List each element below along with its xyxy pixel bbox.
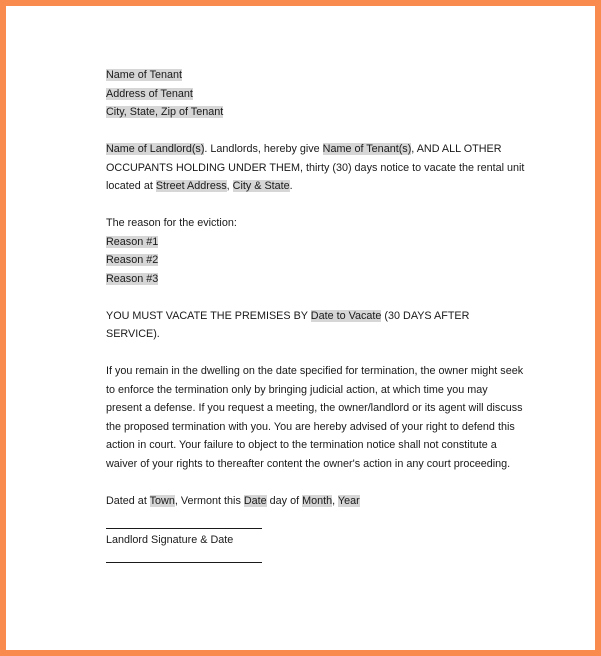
- reasons-block: [106, 214, 526, 288]
- date-line: [106, 562, 262, 563]
- notice-paragraph: [106, 140, 526, 196]
- vacate-text-2: (30 DAYS AFTER SERVICE).: [106, 309, 470, 340]
- tenant-city-field: City, State, Zip of Tenant: [106, 106, 224, 118]
- dated-line: [106, 492, 526, 511]
- reason-1-field: Reason #1: [106, 235, 159, 248]
- month-field: Month: [302, 494, 333, 507]
- tenant-name-field: Name of Tenant: [106, 69, 183, 81]
- notice-text-4: .: [289, 180, 293, 192]
- tenant-address-field: Address of Tenant: [106, 87, 193, 100]
- vacate-date-field: Date to Vacate: [310, 309, 382, 322]
- reason-2-field: Reason #2: [106, 254, 159, 266]
- notice-text-2: , AND ALL OTHER OCCUPANTS HOLDING UNDER THEM, thirty (30) days notice to vacate the rental unit located at: [106, 143, 525, 192]
- date-field: Date: [243, 494, 267, 507]
- dated-text-1: Dated at: [106, 494, 150, 507]
- legal-paragraph: If you remain in the dwelling on the date specified for termination, the owner might seek to enforce the termination only by bringing judicial action, at which time you may present a defense. If you request a meeting, the owner/landlord or its agent will discuss the proposed termination with you. You are hereby advised of your right to defend this action in court. Your failure to object to the termination notice shall not constitute a waiver of your rights to thereafter content the owner's action in any court proceeding.: [106, 365, 524, 470]
- year-field: Year: [337, 494, 360, 507]
- dated-text-2: , Vermont this: [174, 494, 244, 507]
- dated-text-3: day of: [266, 494, 303, 507]
- reasons-heading: The reason for the eviction:: [106, 217, 237, 229]
- city-state-field: City & State: [232, 180, 290, 192]
- landlord-name-field: Name of Landlord(s): [106, 143, 205, 155]
- eviction-notice-page: [106, 66, 526, 563]
- vacate-text-1: YOU MUST VACATE THE PREMISES BY: [106, 309, 311, 322]
- reason-3-field: Reason #3: [106, 272, 159, 285]
- notice-text-1: . Landlords, hereby give: [204, 143, 323, 155]
- notice-text-3: ,: [226, 180, 233, 192]
- town-field: Town: [149, 494, 175, 507]
- dated-text-4: ,: [332, 494, 338, 507]
- vacate-paragraph: [106, 307, 526, 344]
- tenant-address-block: [106, 66, 526, 122]
- signature-label: Landlord Signature & Date: [106, 534, 234, 546]
- street-address-field: Street Address: [155, 180, 227, 192]
- tenants-name-field: Name of Tenant(s): [322, 143, 412, 155]
- signature-line: [106, 528, 262, 529]
